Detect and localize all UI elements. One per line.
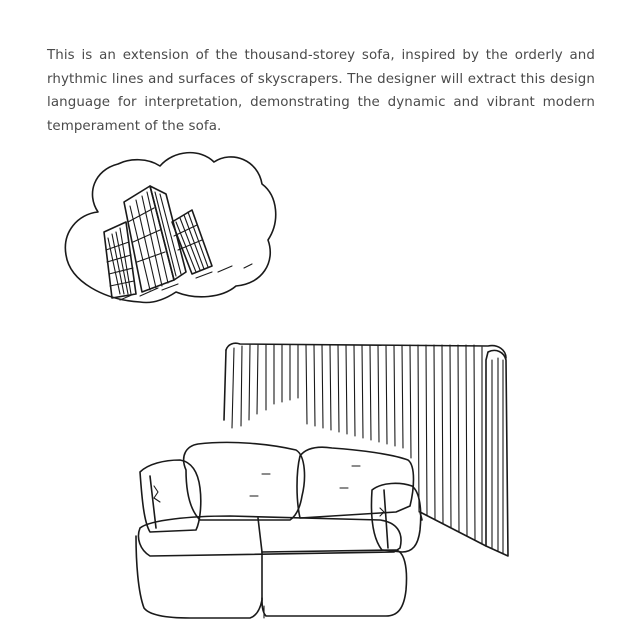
- screen-left-edge: [224, 350, 226, 420]
- sofa-sketch: [136, 343, 508, 618]
- tower-left: [104, 222, 136, 298]
- sofa-base: [136, 536, 262, 618]
- article-paragraph: This is an extension of the thousand-storey sofa, inspired by the orderly and rhythmic lines and surfaces of skyscrapers. The designer will extract this design language for interpretation, demonstrating the dynamic and vibrant modern temperament of the sofa.: [47, 48, 595, 134]
- screen-right-panel: [486, 350, 508, 556]
- sofa-arm-left: [140, 460, 201, 532]
- screen-bottom-edge: [420, 512, 486, 546]
- sofa-arm-right: [371, 483, 420, 552]
- screen-top-edge: [226, 343, 506, 358]
- back-cushion-left: [184, 442, 305, 520]
- skyscraper-thought-cloud: [65, 153, 275, 303]
- cloud-outline: [65, 153, 275, 303]
